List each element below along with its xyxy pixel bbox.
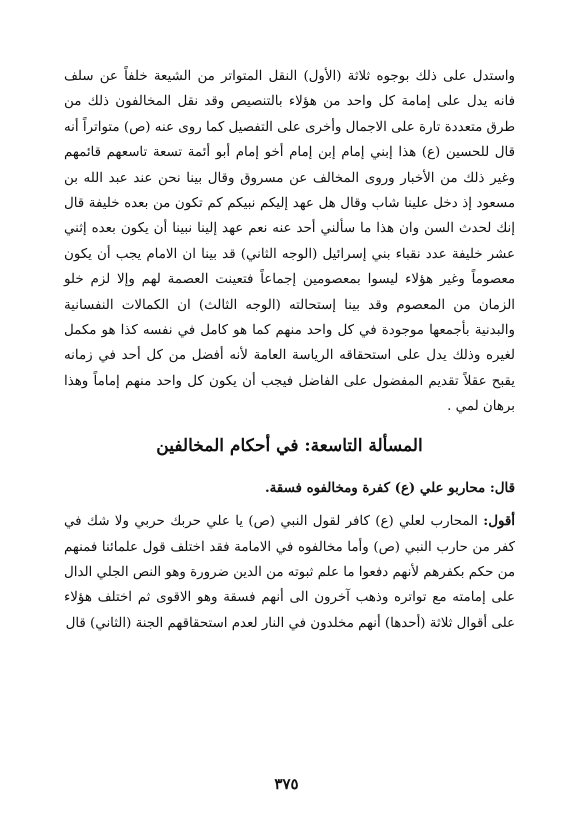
section-title: المسألة التاسعة: في أحكام المخالفين: [156, 435, 423, 456]
page-number: ٣٧٥: [274, 775, 299, 793]
answer-paragraph: [64, 509, 515, 636]
body-paragraph: واستدل على ذلك بوجوه ثلاثة (الأول) النقل المتواتر من الشيعة خلفاً عن سلف فانه يدل على إمامة كل واحد من هؤلاء بالتنصيص وقد نقل المخالفون ذلك من طرق متعددة تارة على الاجمال وأخرى على التفصيل كما روى عنه (ص) متواتراً أنه قال للحسين (ع) هذا إبني إمام إبن إمام أخو إمام أبو أئمة تسعة تاسعهم قائمهم وغير ذلك من الأخبار وروى المخالف عن مسروق وقال بينا نحن عند عبد الله بن مسعود إذ دخل علينا شاب وقال هل عهد إليكم نبيكم كم تكون من بعده خليفة قال إنك لحدث السن وان هذا ما سألني أحد عنه نعم عهد إلينا نبينا أن يكون بعده إثني عشر خليفة عدد نقباء بني إسرائيل (الوجه الثاني) قد بينا ان الامام يجب أن يكون معصوماً وغير هؤلاء ليسوا بمعصومين إجماعاً فتعينت العصمة لهم وإلا لزم خلو الزمان من المعصوم وقد بينا إستحالته (الوجه الثالث) ان الكمالات النفسانية والبدنية بأجمعها موجودة في كل واحد منهم كما هو كامل في نفسه كذا هو مكمل لغيره وذلك يدل على استحقاقه الرياسة العامة لأنه أفضل من كل أحد في زمانه يقبح عقلاً تقديم المفضول على الفاضل فيجب أن يكون كل واحد منهم إماماً وهذا برهان لمي .: [64, 69, 515, 415]
statement-line: قال: محاربو علي (ع) كفرة ومخالفوه فسقة.: [264, 479, 515, 496]
answer-lead: أقول:: [483, 513, 515, 530]
answer-body: المحارب لعلي (ع) كافر لقول النبي (ص) يا علي حربك حربي ولا شك في كفر من حارب النبي (ص) وأما مخالفوه في الامامة فقد اختلف قول علمائنا فمنهم من حكم بكفرهم لأنهم دفعوا ما علم ثبوته من الدين ضرورة وهو النص الجلي الدال على إمامته مع تواتره وذهب آخرون الى أنهم فسقة وهو الاقوى ثم اختلف هؤلاء على أقوال ثلاثة (أحدها) أنهم مخلدون في النار لعدم استحقاقهم الجنة (الثاني) قال: [64, 514, 515, 631]
